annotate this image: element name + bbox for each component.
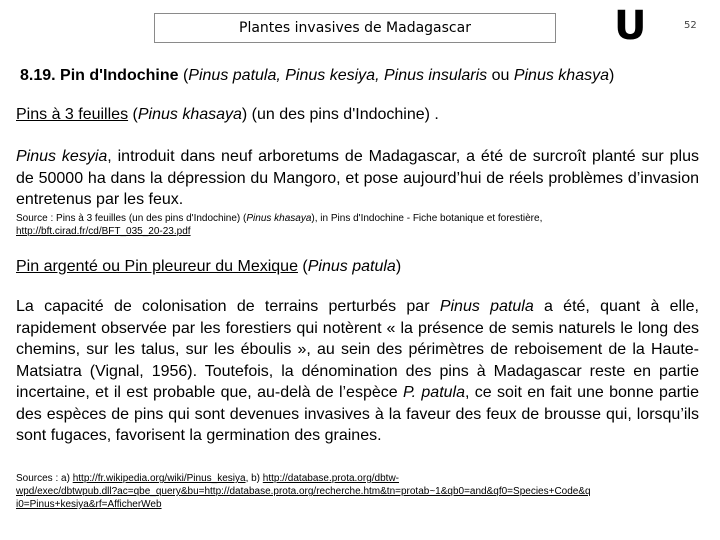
source-1-link[interactable]: http://bft.cirad.fr/cd/BFT_035_20-23.pdf	[16, 226, 191, 237]
page-number: 52	[684, 20, 697, 31]
source-2-link-2-end[interactable]: i0=Pinus+kesiya&rf=AfficherWeb	[16, 499, 162, 510]
header-title: Plantes invasives de Madagascar	[239, 20, 471, 36]
source-2-link-2-cont[interactable]: wpd/exec/dbtwpub.dll?ac=qbe_query&bu=http://database.prota.org/recherche.htm&tn=protab~1&qb0=and&qf0=Species+Code&q	[16, 486, 591, 497]
source-2-link-1[interactable]: http://fr.wikipedia.org/wiki/Pinus_kesiya	[72, 473, 246, 484]
source-1: Source : Pins à 3 feuilles (un des pins d'Indochine) (Pinus khasaya), in Pins d'Indochine - Fiche botanique et forestière, http://bft.cirad.fr/cd/BFT_035_20-23.pdf	[16, 213, 543, 237]
header-title-box	[154, 13, 556, 43]
section-species: Pinus patula, Pinus kesiya, Pinus insularis	[188, 67, 488, 84]
source-2: Sources : a) http://fr.wikipedia.org/wiki/Pinus_kesiya, b) http://database.prota.org/dbtw- wpd/exec/dbtwpub.dll?ac=qbe_query&bu=http://database.prota.org/recherche.htm&tn=protab~1&qb0=and&qf0=Species+Code&q i0=Pinus+kesiya&rf=AfficherWeb	[16, 473, 591, 510]
logo: U	[614, 3, 647, 49]
section-species-2: Pinus khasya	[513, 67, 609, 84]
pins3-heading: Pins à 3 feuilles (Pinus khasaya) (un des pins d'Indochine) .	[16, 106, 439, 123]
pins3-heading-link[interactable]: Pins à 3 feuilles	[16, 106, 129, 123]
source-2-link-2[interactable]: http://database.prota.org/dbtw-	[262, 473, 399, 484]
patula-paragraph: La capacité de colonisation de terrains perturbés par Pinus patula a été, quant à elle, rapidement observée par les forestiers qui notèrent « la présence de semis naturels le long des chemins, sur les talus, sur les éboulis », au sein des périmètres de reboisement de la Haute-Matsiatra (Vignal, 1956). Toutefois, la dénomination des pins à Madagascar reste en partie incertaine, et il est probable que, au-delà de l’espèce P. patula, ce soit en fait une bonne partie des espèces de pins qui sont devenues invasives à la faveur des feux de brousse qui, lorsqu’ils sont fugaces, favorisent la germination des graines.	[16, 298, 699, 444]
kesiya-paragraph: Pinus kesyia, introduit dans neuf arboretums de Madagascar, a été de surcroît planté sur plus de 50000 ha dans la dépression du Mangoro, et pose aujourd’hui de réels problèmes d’invasion entretenus par les feux.	[16, 148, 699, 208]
patula-heading: Pin argenté ou Pin pleureur du Mexique (Pinus patula)	[16, 258, 402, 275]
section-title-main: Pin d'Indochine	[60, 67, 179, 84]
section-title: 8.19. Pin d'Indochine (Pinus patula, Pinus kesiya, Pinus insularis ou Pinus khasya)	[20, 67, 615, 84]
patula-heading-link[interactable]: Pin argenté ou Pin pleureur du Mexique	[16, 258, 298, 275]
section-number: 8.19.	[20, 67, 56, 84]
kesiya-species: Pinus kesyia	[16, 148, 108, 165]
